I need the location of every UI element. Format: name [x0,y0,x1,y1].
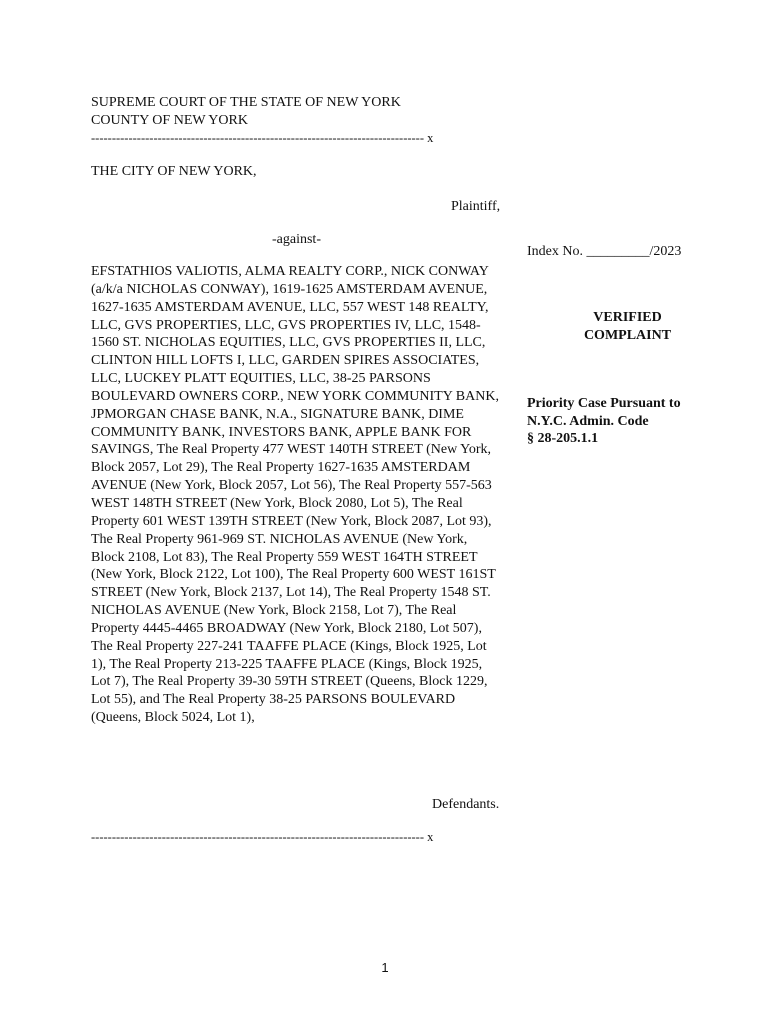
court-county: COUNTY OF NEW YORK [91,112,248,128]
document-title [560,309,695,345]
plaintiff-role: Plaintiff, [451,199,501,214]
document-title-line2: COMPLAINT [583,328,672,343]
defendants-role: Defendants. [432,797,500,812]
priority-notice [527,395,707,448]
court-caption [91,94,401,129]
priority-line2: N.Y.C. Admin. Code [527,413,649,429]
caption-separator-top: -------------------------------------------------------------------------------- x [91,131,434,145]
index-number: Index No. _________/2023 [527,244,682,259]
priority-line1: Priority Case Pursuant to [527,396,681,411]
caption-separator-bottom: -------------------------------------------------------------------------------- x [91,830,434,844]
court-name: SUPREME COURT OF THE STATE OF NEW YORK [91,95,401,110]
against-label: -against- [272,232,321,247]
page-number: 1 [381,960,389,975]
defendants-list: EFSTATHIOS VALIOTIS, ALMA REALTY CORP., NICK CONWAY (a/k/a NICHOLAS CONWAY), 1619-1625 AMSTERDAM AVENUE, 1627-1635 AMSTERDAM AVENUE, LLC, 557 WEST 148 REALTY, LLC, GVS PROPERTIES, LLC, GVS PROPERTIES IV, LLC, 1548-1560 ST. NICHOLAS EQUITIES, LLC, GVS PROPERTIES II, LLC, CLINTON HILL LOFTS I, LLC, GARDEN SPIRES ASSOCIATES, LLC, LUCKEY PLATT EQUITIES, LLC, 38-25 PARSONS BOULEVARD OWNERS CORP., NEW YORK COMMUNITY BANK, JPMORGAN CHASE BANK, N.A., SIGNATURE BANK, DIME COMMUNITY BANK, INVESTORS BANK, APPLE BANK FOR SAVINGS, The Real Property 477 WEST 140TH STREET (New York, Block 2057, Lot 29), The Real Property 1627-1635 AMSTERDAM AVENUE (New York, Block 2057, Lot 56), The Real Property 557-563 WEST 148TH STREET (New York, Block 2080, Lot 5), The Real Property 601 WEST 139TH STREET (New York, Block 2087, Lot 93), The Real Property 961-969 ST. NICHOLAS AVENUE (New York, Block 2108, Lot 83), The Real Property 559 WEST 164TH STREET (New York, Block 2122, Lot 100), The Real Property 600 WEST 161ST STREET (New York, Block 2137, Lot 14), The Real Property 1548 ST. NICHOLAS AVENUE (New York, Block 2158, Lot 7), The Real Property 4445-4465 BROADWAY (New York, Block 2180, Lot 507), The Real Property 227-241 TAAFFE PLACE (Kings, Block 1925, Lot 1), The Real Property 213-225 TAAFFE PLACE (Kings, Block 1925, Lot 7), The Real Property 39-30 59TH STREET (Queens, Block 1229, Lot 55), and The Real Property 38-25 PARSONS BOULEVARD (Queens, Block 5024, Lot 1), [91,264,499,726]
document-title-line1: VERIFIED [593,310,662,325]
plaintiff-name: THE CITY OF NEW YORK, [91,164,257,179]
priority-line3: § 28-205.1.1 [527,431,599,447]
